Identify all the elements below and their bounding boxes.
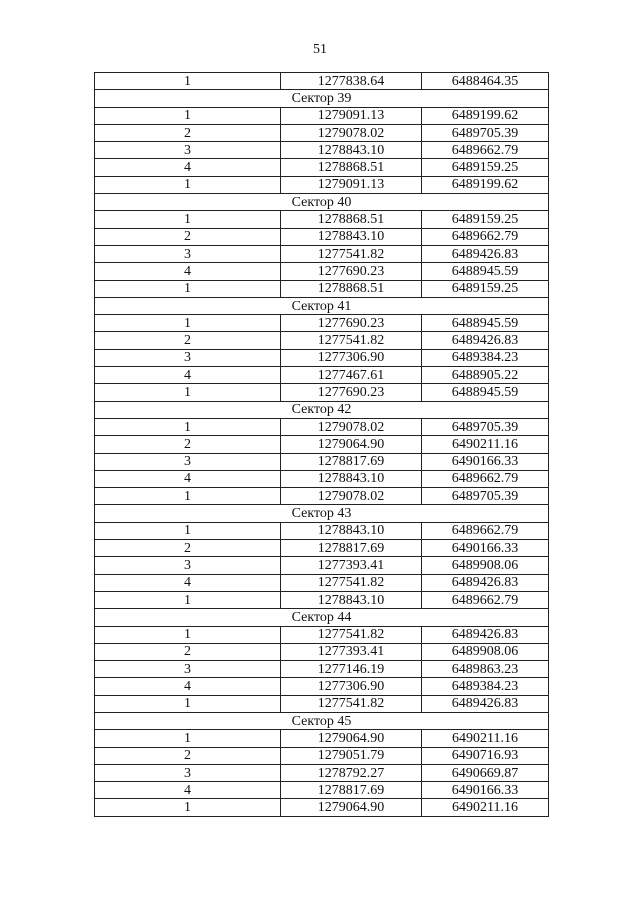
table-row (95, 124, 549, 141)
y-coordinate-cell: 6490166.33 (422, 453, 549, 470)
coordinates-table (94, 72, 549, 817)
point-number-cell: 1 (95, 488, 281, 505)
sector-header-row (95, 609, 549, 626)
table-row (95, 453, 549, 470)
y-coordinate-cell: 6490166.33 (422, 782, 549, 799)
x-coordinate-cell: 1278792.27 (281, 764, 422, 781)
table-row (95, 540, 549, 557)
y-coordinate-cell: 6488945.59 (422, 263, 549, 280)
y-coordinate-cell: 6489705.39 (422, 418, 549, 435)
y-coordinate-cell: 6490211.16 (422, 799, 549, 816)
table-row (95, 367, 549, 384)
table-row (95, 470, 549, 487)
point-number-cell: 1 (95, 799, 281, 816)
coordinates-table-body (95, 73, 549, 817)
y-coordinate-cell: 6489159.25 (422, 159, 549, 176)
point-number-cell: 4 (95, 159, 281, 176)
y-coordinate-cell: 6489662.79 (422, 470, 549, 487)
table-row (95, 263, 549, 280)
table-row (95, 159, 549, 176)
x-coordinate-cell: 1279064.90 (281, 799, 422, 816)
table-row (95, 228, 549, 245)
x-coordinate-cell: 1277146.19 (281, 661, 422, 678)
y-coordinate-cell: 6489662.79 (422, 142, 549, 159)
point-number-cell: 1 (95, 107, 281, 124)
point-number-cell: 3 (95, 557, 281, 574)
y-coordinate-cell: 6489662.79 (422, 228, 549, 245)
x-coordinate-cell: 1277690.23 (281, 384, 422, 401)
point-number-cell: 3 (95, 661, 281, 678)
x-coordinate-cell: 1279064.90 (281, 730, 422, 747)
point-number-cell: 1 (95, 384, 281, 401)
x-coordinate-cell: 1278843.10 (281, 228, 422, 245)
table-row (95, 488, 549, 505)
table-row (95, 245, 549, 262)
x-coordinate-cell: 1277838.64 (281, 73, 422, 90)
point-number-cell: 2 (95, 228, 281, 245)
table-row (95, 349, 549, 366)
point-number-cell: 1 (95, 730, 281, 747)
table-row (95, 73, 549, 90)
point-number-cell: 1 (95, 176, 281, 193)
x-coordinate-cell: 1277690.23 (281, 315, 422, 332)
point-number-cell: 3 (95, 349, 281, 366)
y-coordinate-cell: 6490211.16 (422, 436, 549, 453)
x-coordinate-cell: 1279078.02 (281, 418, 422, 435)
y-coordinate-cell: 6489662.79 (422, 591, 549, 608)
table-row (95, 730, 549, 747)
sector-title: Сектор 43 (95, 505, 549, 522)
sector-header-row (95, 505, 549, 522)
table-row (95, 332, 549, 349)
y-coordinate-cell: 6488945.59 (422, 384, 549, 401)
x-coordinate-cell: 1278843.10 (281, 142, 422, 159)
y-coordinate-cell: 6489199.62 (422, 176, 549, 193)
y-coordinate-cell: 6490166.33 (422, 540, 549, 557)
x-coordinate-cell: 1277541.82 (281, 695, 422, 712)
table-row (95, 436, 549, 453)
x-coordinate-cell: 1279091.13 (281, 176, 422, 193)
table-row (95, 557, 549, 574)
x-coordinate-cell: 1277306.90 (281, 349, 422, 366)
x-coordinate-cell: 1277306.90 (281, 678, 422, 695)
y-coordinate-cell: 6489662.79 (422, 522, 549, 539)
y-coordinate-cell: 6489159.25 (422, 280, 549, 297)
y-coordinate-cell: 6490669.87 (422, 764, 549, 781)
table-row (95, 315, 549, 332)
table-row (95, 574, 549, 591)
y-coordinate-cell: 6489159.25 (422, 211, 549, 228)
x-coordinate-cell: 1278843.10 (281, 591, 422, 608)
point-number-cell: 4 (95, 574, 281, 591)
table-row (95, 522, 549, 539)
y-coordinate-cell: 6489426.83 (422, 626, 549, 643)
y-coordinate-cell: 6489908.06 (422, 557, 549, 574)
y-coordinate-cell: 6489426.83 (422, 574, 549, 591)
table-row (95, 211, 549, 228)
point-number-cell: 4 (95, 263, 281, 280)
y-coordinate-cell: 6490716.93 (422, 747, 549, 764)
table-row (95, 764, 549, 781)
x-coordinate-cell: 1277541.82 (281, 332, 422, 349)
sector-title: Сектор 41 (95, 297, 549, 314)
x-coordinate-cell: 1278817.69 (281, 453, 422, 470)
y-coordinate-cell: 6489426.83 (422, 695, 549, 712)
point-number-cell: 1 (95, 695, 281, 712)
sector-title: Сектор 40 (95, 194, 549, 211)
table-row (95, 661, 549, 678)
x-coordinate-cell: 1279091.13 (281, 107, 422, 124)
point-number-cell: 3 (95, 245, 281, 262)
y-coordinate-cell: 6489426.83 (422, 245, 549, 262)
point-number-cell: 1 (95, 522, 281, 539)
point-number-cell: 1 (95, 73, 281, 90)
y-coordinate-cell: 6489705.39 (422, 488, 549, 505)
point-number-cell: 2 (95, 747, 281, 764)
table-row (95, 678, 549, 695)
point-number-cell: 4 (95, 678, 281, 695)
point-number-cell: 2 (95, 643, 281, 660)
x-coordinate-cell: 1278817.69 (281, 782, 422, 799)
x-coordinate-cell: 1277541.82 (281, 626, 422, 643)
point-number-cell: 3 (95, 764, 281, 781)
point-number-cell: 2 (95, 124, 281, 141)
table-row (95, 782, 549, 799)
point-number-cell: 4 (95, 367, 281, 384)
x-coordinate-cell: 1279078.02 (281, 124, 422, 141)
x-coordinate-cell: 1278868.51 (281, 280, 422, 297)
table-row (95, 107, 549, 124)
sector-header-row (95, 297, 549, 314)
x-coordinate-cell: 1277393.41 (281, 643, 422, 660)
sector-title: Сектор 44 (95, 609, 549, 626)
y-coordinate-cell: 6489908.06 (422, 643, 549, 660)
y-coordinate-cell: 6489384.23 (422, 678, 549, 695)
table-row (95, 418, 549, 435)
table-row (95, 176, 549, 193)
sector-header-row (95, 194, 549, 211)
table-row (95, 591, 549, 608)
x-coordinate-cell: 1277467.61 (281, 367, 422, 384)
y-coordinate-cell: 6488945.59 (422, 315, 549, 332)
point-number-cell: 1 (95, 418, 281, 435)
table-row (95, 384, 549, 401)
x-coordinate-cell: 1278868.51 (281, 159, 422, 176)
point-number-cell: 2 (95, 436, 281, 453)
point-number-cell: 1 (95, 591, 281, 608)
y-coordinate-cell: 6489863.23 (422, 661, 549, 678)
x-coordinate-cell: 1279051.79 (281, 747, 422, 764)
point-number-cell: 2 (95, 332, 281, 349)
sector-header-row (95, 90, 549, 107)
x-coordinate-cell: 1277541.82 (281, 574, 422, 591)
x-coordinate-cell: 1279078.02 (281, 488, 422, 505)
point-number-cell: 2 (95, 540, 281, 557)
y-coordinate-cell: 6489199.62 (422, 107, 549, 124)
x-coordinate-cell: 1277393.41 (281, 557, 422, 574)
y-coordinate-cell: 6488464.35 (422, 73, 549, 90)
table-row (95, 280, 549, 297)
point-number-cell: 1 (95, 211, 281, 228)
x-coordinate-cell: 1277690.23 (281, 263, 422, 280)
x-coordinate-cell: 1278843.10 (281, 470, 422, 487)
point-number-cell: 1 (95, 315, 281, 332)
point-number-cell: 3 (95, 142, 281, 159)
y-coordinate-cell: 6489384.23 (422, 349, 549, 366)
sector-title: Сектор 45 (95, 712, 549, 729)
y-coordinate-cell: 6488905.22 (422, 367, 549, 384)
point-number-cell: 1 (95, 280, 281, 297)
point-number-cell: 3 (95, 453, 281, 470)
table-row (95, 142, 549, 159)
x-coordinate-cell: 1278843.10 (281, 522, 422, 539)
x-coordinate-cell: 1278817.69 (281, 540, 422, 557)
page-number: 51 (313, 42, 327, 57)
point-number-cell: 4 (95, 782, 281, 799)
x-coordinate-cell: 1277541.82 (281, 245, 422, 262)
table-row (95, 643, 549, 660)
sector-title: Сектор 39 (95, 90, 549, 107)
table-row (95, 626, 549, 643)
x-coordinate-cell: 1279064.90 (281, 436, 422, 453)
table-row (95, 799, 549, 816)
table-row (95, 695, 549, 712)
sector-header-row (95, 712, 549, 729)
x-coordinate-cell: 1278868.51 (281, 211, 422, 228)
table-row (95, 747, 549, 764)
sector-title: Сектор 42 (95, 401, 549, 418)
sector-header-row (95, 401, 549, 418)
y-coordinate-cell: 6490211.16 (422, 730, 549, 747)
y-coordinate-cell: 6489426.83 (422, 332, 549, 349)
y-coordinate-cell: 6489705.39 (422, 124, 549, 141)
point-number-cell: 1 (95, 626, 281, 643)
point-number-cell: 4 (95, 470, 281, 487)
